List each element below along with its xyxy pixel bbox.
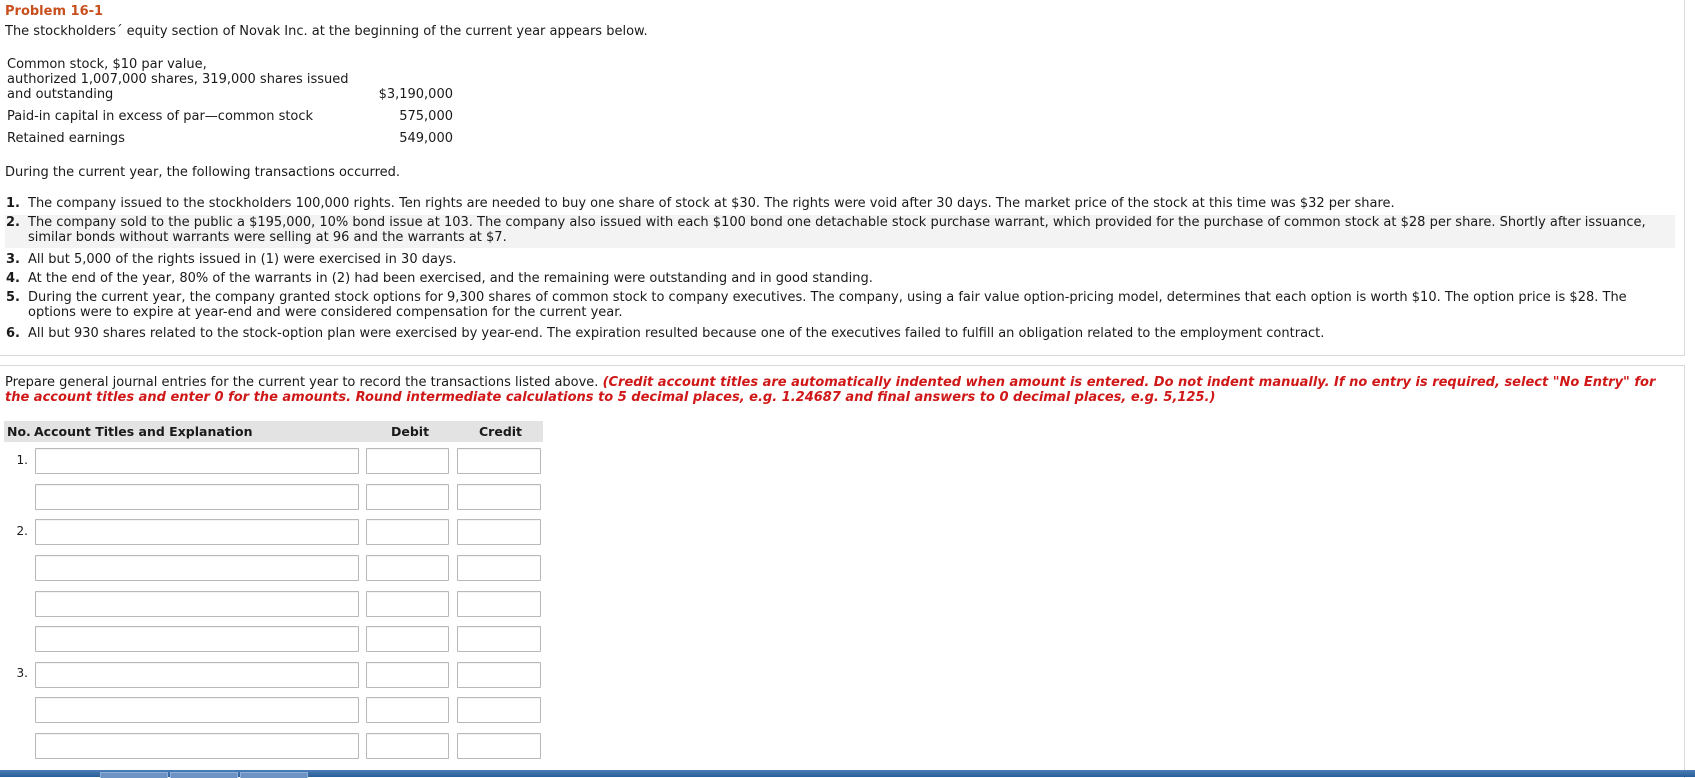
- equity-common-amount: $3,190,000: [378, 87, 453, 102]
- debit-field[interactable]: [366, 448, 449, 474]
- credit-field[interactable]: [457, 519, 541, 545]
- col-credit: Credit: [479, 424, 523, 439]
- taskbar-button[interactable]: [240, 772, 308, 778]
- equity-paid-in-amount: 575,000: [399, 109, 453, 124]
- transaction-text: The company issued to the stockholders 100,000 rights. Ten rights are needed to buy one share of stock at $30. The rights were void after 30 days. The market price of the stock at this time was $32 per share.: [28, 196, 1395, 211]
- transaction-number: 4.: [6, 271, 20, 286]
- problem-title: Problem 16-1: [5, 4, 104, 19]
- credit-field[interactable]: [457, 662, 541, 688]
- transaction-number: 3.: [6, 252, 20, 267]
- prepare-text: Prepare general journal entries for the current year to record the transactions listed above.: [5, 375, 603, 390]
- account-title-field[interactable]: [35, 519, 359, 545]
- credit-field[interactable]: [457, 484, 541, 510]
- taskbar-button[interactable]: [170, 772, 238, 778]
- journal-table-header: [4, 421, 543, 442]
- credit-field[interactable]: [457, 697, 541, 723]
- transaction-text: All but 930 shares related to the stock-option plan were exercised by year-end. The expiration resulted because one of the executives failed to fulfill an obligation related to the employment contract.: [28, 326, 1325, 341]
- equity-common-line1: Common stock, $10 par value,: [7, 57, 207, 72]
- debit-field[interactable]: [366, 733, 449, 759]
- equity-paid-in-label: Paid-in capital in excess of par—common stock: [7, 109, 314, 124]
- transaction-text: All but 5,000 of the rights issued in (1) were exercised in 30 days.: [28, 252, 457, 267]
- credit-field[interactable]: [457, 626, 541, 652]
- transaction-item: [5, 252, 1675, 267]
- transaction-item: [5, 271, 1675, 286]
- debit-field[interactable]: [366, 626, 449, 652]
- transaction-item: [5, 290, 1675, 320]
- account-title-field[interactable]: [35, 448, 359, 474]
- account-title-field[interactable]: [35, 555, 359, 581]
- transaction-text: During the current year, the company granted stock options for 9,300 shares of common stock to company executives. The company, using a fair value option-pricing model, determines that each option is worth $10. The option price is $28. The options were to expire at year-end and were considered compensation for the current year.: [28, 290, 1627, 320]
- account-title-field[interactable]: [35, 733, 359, 759]
- debit-field[interactable]: [366, 519, 449, 545]
- account-title-field[interactable]: [35, 697, 359, 723]
- col-debit: Debit: [391, 424, 430, 439]
- equity-retained-amount: 549,000: [399, 131, 453, 146]
- credit-field[interactable]: [457, 591, 541, 617]
- credit-field[interactable]: [457, 733, 541, 759]
- equity-common-line3: and outstanding: [7, 87, 114, 102]
- debit-field[interactable]: [366, 662, 449, 688]
- debit-field[interactable]: [366, 484, 449, 510]
- account-title-field[interactable]: [35, 626, 359, 652]
- taskbar-button[interactable]: [100, 772, 168, 778]
- entry-number: 2.: [16, 524, 28, 538]
- entry-number: 3.: [16, 666, 28, 680]
- transaction-number: 5.: [6, 290, 20, 305]
- transaction-number: 6.: [6, 326, 20, 341]
- equity-retained-label: Retained earnings: [7, 131, 125, 146]
- prepare-instructions: [5, 375, 1675, 405]
- transaction-item: [5, 326, 1675, 341]
- account-title-field[interactable]: [35, 484, 359, 510]
- account-title-field[interactable]: [35, 591, 359, 617]
- prepare-note: (Credit account titles are automatically indented when amount is entered. Do not indent manually. If no entry is required, select "No Entry" for the account titles and enter 0 for the amounts. Round intermediate calculations to 5 decimal places, e.g. 1.24687 and final answers to 0 decimal places, e.g. 5,125.): [5, 375, 1656, 405]
- account-title-field[interactable]: [35, 662, 359, 688]
- debit-field[interactable]: [366, 555, 449, 581]
- transaction-item: [5, 215, 1675, 248]
- debit-field[interactable]: [366, 697, 449, 723]
- transaction-item: [5, 196, 1675, 211]
- debit-field[interactable]: [366, 591, 449, 617]
- equity-common-line2: authorized 1,007,000 shares, 319,000 shares issued: [7, 72, 349, 87]
- transaction-number: 2.: [6, 215, 20, 230]
- credit-field[interactable]: [457, 555, 541, 581]
- col-no: No.: [7, 424, 31, 439]
- during-text: During the current year, the following transactions occurred.: [5, 165, 401, 180]
- transaction-text: The company sold to the public a $195,000, 10% bond issue at 103. The company also issued with each $100 bond one detachable stock purchase warrant, which provided for the purchase of common stock at $28 per share. Shortly after issuance, similar bonds without warrants were selling at 96 and the warrants at $7.: [28, 215, 1646, 245]
- col-account: Account Titles and Explanation: [34, 424, 253, 439]
- transaction-number: 1.: [6, 196, 20, 211]
- transaction-text: At the end of the year, 80% of the warrants in (2) had been exercised, and the remaining were outstanding and in good standing.: [28, 271, 873, 286]
- problem-panel: [0, 0, 1685, 356]
- entry-number: 1.: [16, 453, 28, 467]
- credit-field[interactable]: [457, 448, 541, 474]
- problem-intro: The stockholders´ equity section of Novak Inc. at the beginning of the current year appears below.: [5, 24, 648, 39]
